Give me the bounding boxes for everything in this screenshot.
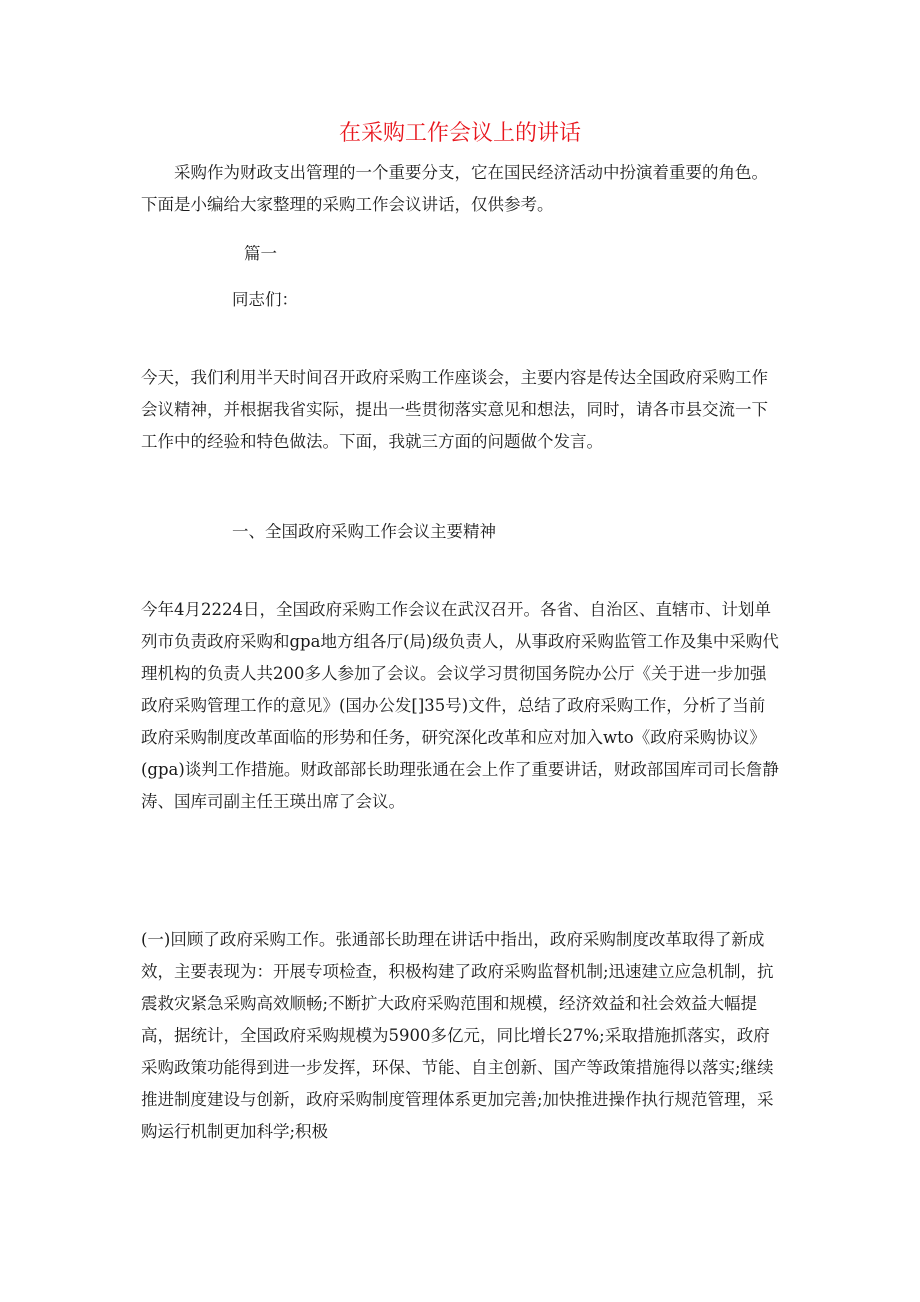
section-label: 篇一 bbox=[244, 244, 277, 263]
paragraph-today: 今天，我们利用半天时间召开政府采购工作座谈会，主要内容是传达全国政府采购工作会议精神，并根据我省实际，提出一些贯彻落实意见和想法，同时，请各市县交流一下工作中的经验和特色做法。下面，我就三方面的问题做个发言。 bbox=[141, 368, 768, 451]
document-title: 在采购工作会议上的讲话 bbox=[338, 121, 581, 146]
paragraph-review: (一)回顾了政府采购工作。张通部长助理在讲话中指出，政府采购制度改革取得了新成效，主要表现为：开展专项检查，积极构建了政府采购监督机制;迅速建立应急机制，抗震救灾紧急采购高效顺畅;不断扩大政府采购范围和规模，经济效益和社会效益大幅提高，据统计，全国政府采购规模为5900多亿元，同比增长27%;采取措施抓落实，政府采购政策功能得到进一步发挥，环保、节能、自主创新、国产等政策措施得以落实;继续推进制度建设与创新，政府采购制度管理体系更加完善;加快推进操作执行规范管理，采购运行机制更加科学;积极 bbox=[141, 930, 774, 1141]
paragraph-april-meeting: 今年4月2224日，全国政府采购工作会议在武汉召开。各省、自治区、直辖市、计划单列市负责政府采购和gpa地方组各厅(局)级负责人，从事政府采购监管工作及集中采购代理机构的负责人共200多人参加了会议。会议学习贯彻国务院办公厅《关于进一步加强政府采购管理工作的意见》(国办公发[]35号)文件，总结了政府采购工作，分析了当前政府采购制度改革面临的形势和任务，研究深化改革和应对加入wto《政府采购协议》(gpa)谈判工作措施。财政部部长助理张通在会上作了重要讲话，财政部国库司司长詹静涛、国库司副主任王瑛出席了会议。 bbox=[141, 600, 779, 811]
heading-section-one: 一、全国政府采购工作会议主要精神 bbox=[232, 522, 496, 541]
greeting: 同志们： bbox=[232, 290, 298, 309]
intro-paragraph: 采购作为财政支出管理的一个重要分支，它在国民经济活动中扮演着重要的角色。下面是小编给大家整理的采购工作会议讲话，仅供参考。 bbox=[141, 163, 768, 214]
